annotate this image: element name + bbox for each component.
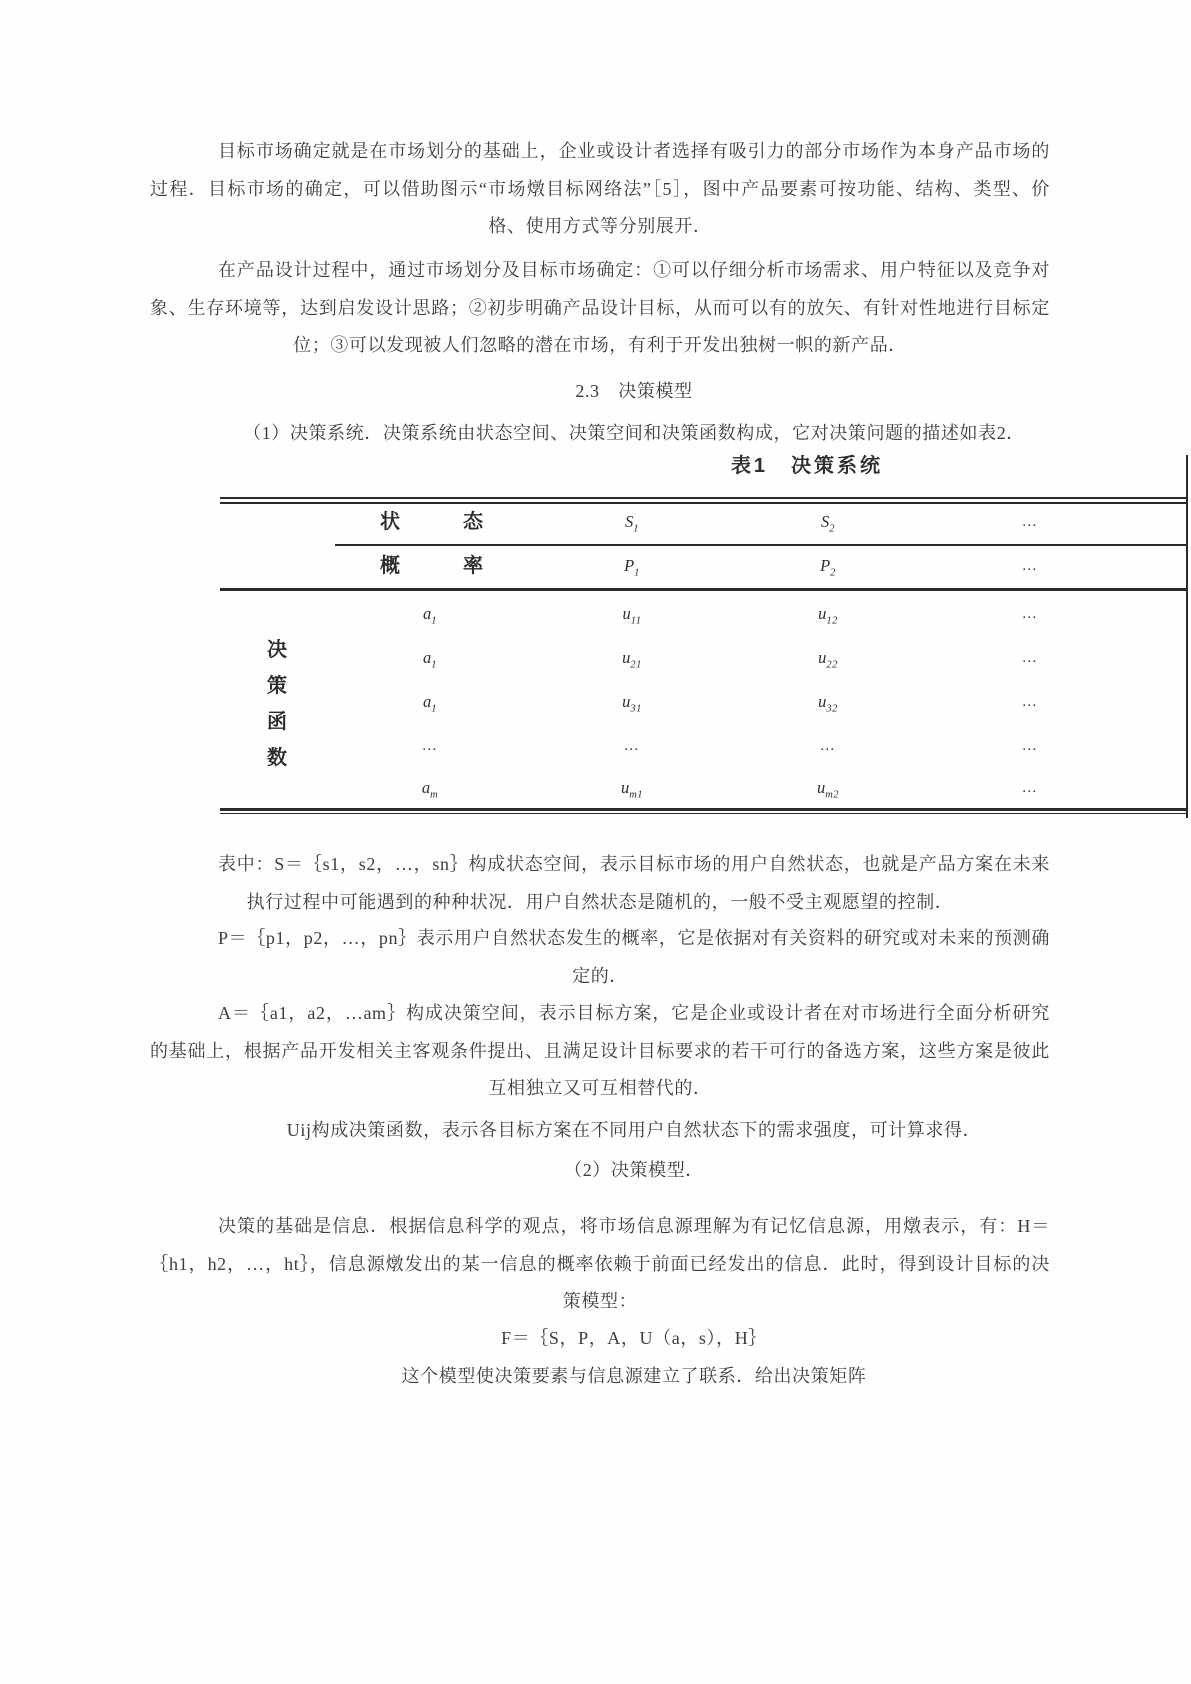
table-title: 表1 决策系统 [730,455,884,477]
table-cell-variable: $u_{22}$ [818,648,838,671]
paragraph-decision-space: A＝｛a1，a2，…am｝构成决策空间，表示目标方案，它是企业或设计者在对市场进行全面分析研究的基础上，根据产品开发相关主客观条件提出、且满足设计目标要求的若干可行的备选方案，这些方案是彼此互相独立又可互相替代的． [150,1003,1050,1098]
formula-decision-model: F＝｛S，P，A，U（a，s），H｝ [501,1328,767,1348]
table-body-row [0,724,1191,768]
table-cell-ellipsis: … [1021,513,1039,530]
table-cell-variable: $u_{m1}$ [620,778,644,801]
paragraph-probability-space: P＝｛p1，p2，…，pn｝表示用户自然状态发生的概率，它是依据对有关资料的研究或对未来的预测确定的． [218,928,1050,986]
table-cell-variable: $S_2$ [821,511,835,534]
paragraph-information-source: 决策的基础是信息．根据信息科学的观点，将市场信息源理解为有记忆信息源，用燉表示，有：H＝｛h1，h2，…，ht｝，信息源燉发出的某一信息的概率依赖于前面已经发出的信息．此时，得到设计目标的决策模型： [150,1216,1050,1311]
table-cell-ellipsis: … [1021,694,1039,710]
table-cell-ellipsis: … [819,738,837,754]
paragraph-state-space: 表中：S＝｛s1，s2，…，sn｝构成状态空间，表示目标市场的用户自然状态，也就是产品方案在未来执行过程中可能遇到的种种状况．用户自然状态是随机的，一般不受主观愿望的控制． [218,854,1050,912]
table-row-group-label-char: 策 [267,675,287,697]
table-header-row [0,499,1191,544]
table-header-row [0,544,1191,588]
table-cell-variable: $u_{m2}$ [816,778,840,801]
table-header-label-char: 率 [463,555,483,577]
table-header-bottom-rule [220,588,1188,591]
table-header-label-char: 状 [380,510,400,533]
table-cell-ellipsis: … [1021,650,1039,666]
paragraph-decision-model-label: （2）决策模型． [564,1160,704,1180]
paragraph-target-market-definition: 目标市场确定就是在市场划分的基础上，企业或设计者选择有吸引力的部分市场作为本身产品市场的过程．目标市场的确定，可以借助图示“市场燉目标网络法”［5］，图中产品要素可按功能、结构、类型、价格、使用方式等分别展开． [150,141,1050,236]
table-cell-ellipsis: … [421,738,439,754]
table-body-row [0,680,1191,724]
table-cell-variable: $a_1$ [423,604,437,627]
table-cell-variable: $a_1$ [423,692,437,715]
table-header-label-char: 概 [380,555,400,577]
paragraph-design-process-benefits: 在产品设计过程中，通过市场划分及目标市场确定：①可以仔细分析市场需求、用户特征以及竞争对象、生存环境等，达到启发设计思路；②初步明确产品设计目标，从而可以有的放矢、有针对性地进行目标定位；③可以发现被人们忽略的潜在市场，有利于开发出独树一帜的新产品． [150,260,1050,355]
paragraph-decision-system-intro: （1）决策系统．决策系统由状态空间、决策空间和决策函数构成，它对决策问题的描述如表2． [243,423,1025,443]
table-cell-variable: $u_{11}$ [622,604,642,627]
table-cell-variable: $u_{21}$ [622,648,642,671]
table-cell-variable: $S_1$ [625,511,639,534]
table-cell-ellipsis: … [1021,558,1039,574]
table-row-group-label-char: 数 [267,747,287,769]
table-body-row [0,592,1191,636]
paragraph-decision-function: Uij构成决策函数，表示各目标方案在不同用户自然状态下的需求强度，可计算求得． [286,1120,982,1140]
table-body-row [0,636,1191,680]
table-row-group-label-char: 函 [267,711,287,733]
table-cell-variable: $u_{31}$ [622,692,642,715]
table-bottom-rule-inner [220,813,1188,814]
table-cell-variable: $u_{12}$ [818,604,838,627]
table-body-row [0,766,1191,810]
section-heading-2-3: 2.3 决策模型 [575,381,693,401]
table-cell-variable: $a_m$ [421,778,439,801]
table-cell-variable: $P_2$ [820,556,836,579]
table-cell-variable: $u_{32}$ [818,692,838,715]
table-cell-ellipsis: … [623,738,641,754]
paragraph-decision-matrix: 这个模型使决策要素与信息源建立了联系．给出决策矩阵 [401,1366,867,1386]
table-cell-ellipsis: … [1021,780,1039,796]
table-header-label-char: 态 [463,510,483,533]
table-cell-ellipsis: … [1021,606,1039,622]
table-cell-variable: $a_1$ [423,648,437,671]
table-cell-ellipsis: … [1021,738,1039,754]
table-row-group-label-char: 决 [267,639,287,661]
table-cell-variable: $P_1$ [624,556,640,579]
